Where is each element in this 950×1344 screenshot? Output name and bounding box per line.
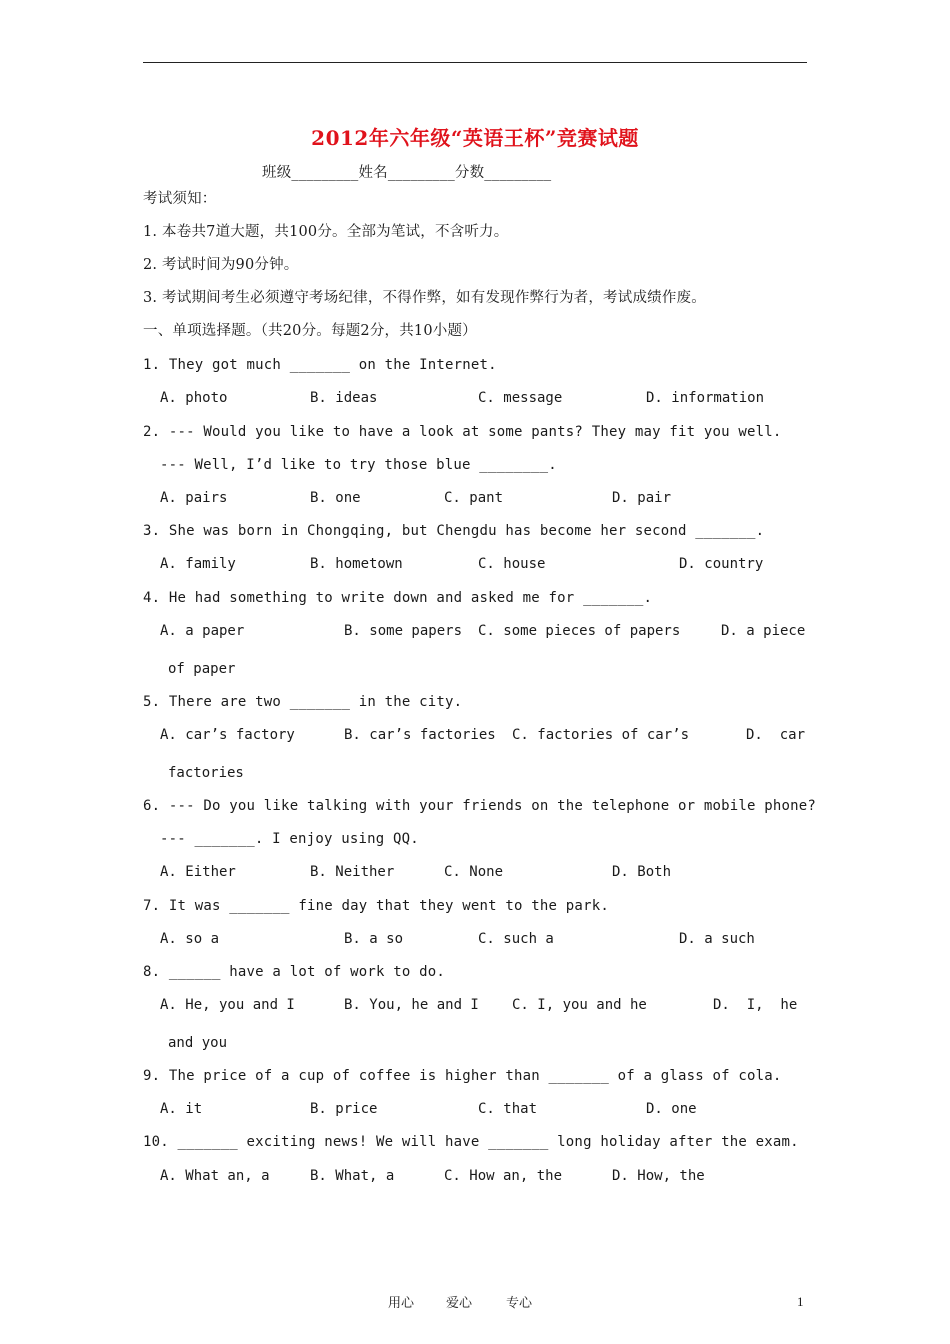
footer-item: 爱心 <box>446 1296 473 1311</box>
option-b: B. a so <box>344 931 404 947</box>
notice-2: 2. 考试时间为90分钟。 <box>143 257 299 273</box>
option-b: B. some papers <box>344 623 463 639</box>
option-b: B. ideas <box>310 390 378 406</box>
info-line: 班级_________姓名_________分数_________ <box>262 165 552 181</box>
question-stem: 5. There are two _______ in the city. <box>143 694 463 710</box>
question-stem: 1. They got much _______ on the Internet. <box>143 357 497 373</box>
question-stem: 2. --- Would you like to have a look at some pants? They may fit you well. <box>143 424 782 440</box>
option-b: B. price <box>310 1101 378 1117</box>
option-d: D. I, he <box>713 997 798 1013</box>
option-a: A. pairs <box>160 490 228 506</box>
notice-1: 1. 本卷共7道大题，共100分。全部为笔试，不含听力。 <box>143 224 509 240</box>
question-stem: 6. --- Do you like talking with your friends on the telephone or mobile phone? <box>143 798 817 814</box>
option-b: B. What, a <box>310 1168 395 1184</box>
option-b: B. one <box>310 490 361 506</box>
question-stem: 10. _______ exciting news! We will have _______ long holiday after the exam. <box>143 1134 799 1150</box>
option-wrap: and you <box>168 1035 228 1051</box>
question-stem: 9. The price of a cup of coffee is higher than _______ of a glass of cola. <box>143 1068 782 1084</box>
option-a: A. so a <box>160 931 220 947</box>
option-wrap: factories <box>168 765 244 781</box>
page-title: 2012年六年级“英语王杯”竞赛试题 <box>311 126 639 150</box>
option-wrap: of paper <box>168 661 236 677</box>
option-d: D. country <box>679 556 764 572</box>
option-d: D. How, the <box>612 1168 705 1184</box>
option-b: B. You, he and I <box>344 997 479 1013</box>
option-a: A. it <box>160 1101 203 1117</box>
option-d: D. pair <box>612 490 672 506</box>
option-b: B. car’s factories <box>344 727 496 743</box>
option-b: B. Neither <box>310 864 395 880</box>
footer-item: 专心 <box>506 1296 533 1311</box>
option-d: D. car <box>746 727 806 743</box>
notice-3: 3. 考试期间考生必须遵守考场纪律，不得作弊，如有发现作弊行为者，考试成绩作废。 <box>143 290 706 306</box>
option-d: D. information <box>646 390 765 406</box>
option-a: A. Either <box>160 864 236 880</box>
option-c: C. How an, the <box>444 1168 563 1184</box>
option-d: D. a piece <box>721 623 806 639</box>
option-a: A. What an, a <box>160 1168 270 1184</box>
option-c: C. some pieces of papers <box>478 623 681 639</box>
section-heading: 一、单项选择题。（共20分。每题2分，共10小题） <box>143 323 477 339</box>
footer-item: 用心 <box>388 1296 415 1311</box>
option-d: D. Both <box>612 864 672 880</box>
option-c: C. pant <box>444 490 504 506</box>
option-b: B. hometown <box>310 556 403 572</box>
option-c: C. that <box>478 1101 538 1117</box>
question-stem: 7. It was _______ fine day that they went to the park. <box>143 898 609 914</box>
question-stem: 8. ______ have a lot of work to do. <box>143 964 446 980</box>
question-stem-cont: --- _______. I enjoy using QQ. <box>160 831 419 847</box>
option-c: C. I, you and he <box>512 997 647 1013</box>
question-stem: 4. He had something to write down and asked me for _______. <box>143 590 653 606</box>
option-c: C. message <box>478 390 563 406</box>
option-a: A. car’s factory <box>160 727 295 743</box>
option-c: C. house <box>478 556 546 572</box>
option-c: C. such a <box>478 931 554 947</box>
header-rule <box>143 62 807 63</box>
option-c: C. factories of car’s <box>512 727 690 743</box>
question-stem: 3. She was born in Chongqing, but Chengdu has become her second _______. <box>143 523 765 539</box>
option-d: D. a such <box>679 931 755 947</box>
notice-heading: 考试须知： <box>143 191 217 207</box>
option-d: D. one <box>646 1101 697 1117</box>
option-a: A. family <box>160 556 236 572</box>
page-number: 1 <box>797 1294 804 1309</box>
question-stem-cont: --- Well, I’d like to try those blue ________. <box>160 457 557 473</box>
option-a: A. photo <box>160 390 228 406</box>
option-a: A. He, you and I <box>160 997 295 1013</box>
option-a: A. a paper <box>160 623 245 639</box>
option-c: C. None <box>444 864 504 880</box>
